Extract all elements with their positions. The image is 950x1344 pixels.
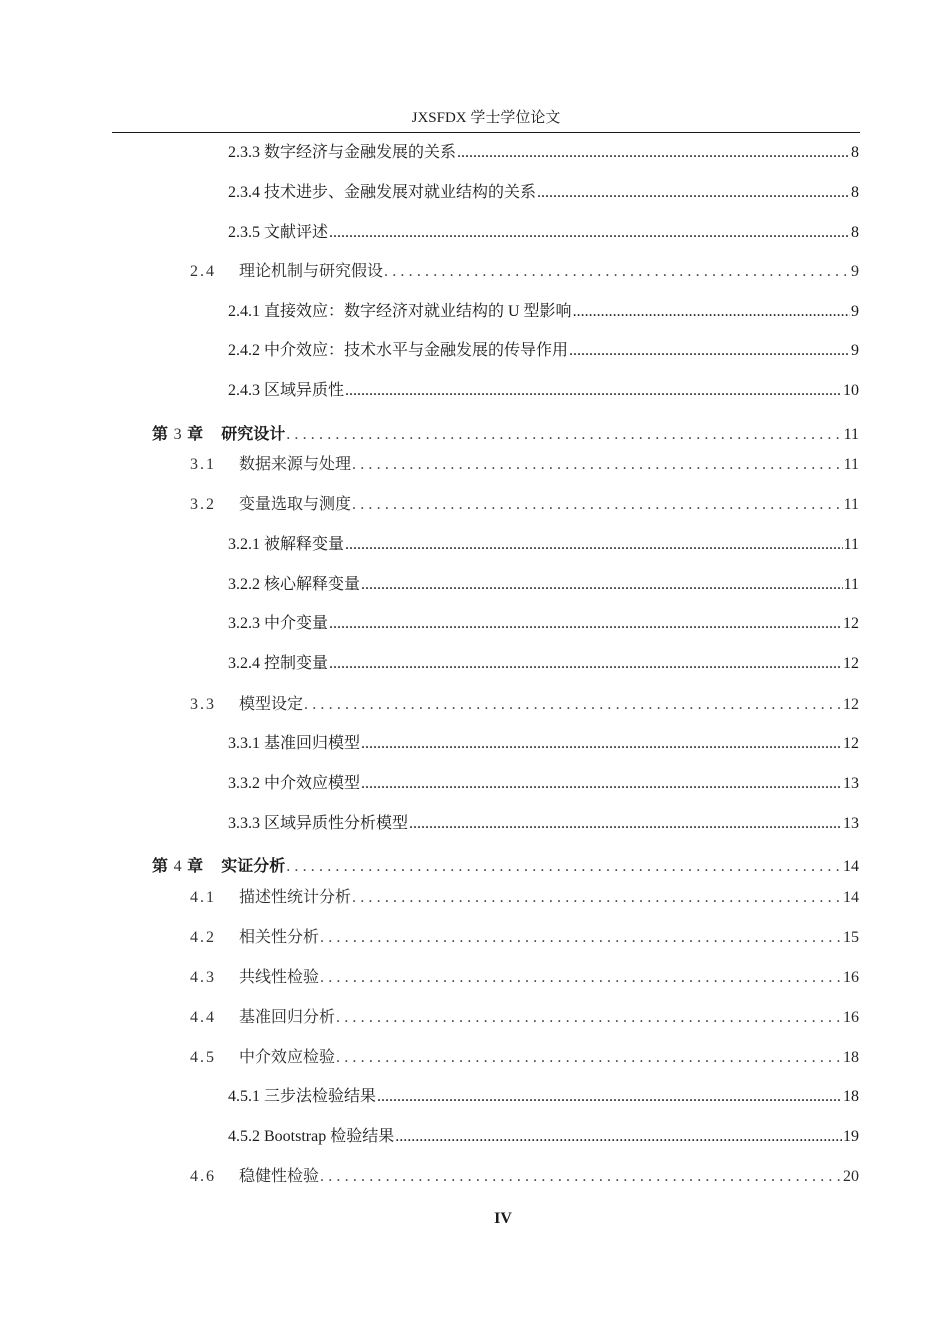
toc-entry-label: 3.2.2 核心解释变量 bbox=[228, 576, 361, 593]
toc-entry-page: 16 bbox=[843, 1009, 859, 1026]
toc-leader bbox=[537, 181, 850, 205]
toc-entry-number: 2.4 bbox=[190, 263, 216, 280]
toc-entry[interactable] bbox=[228, 1125, 859, 1149]
toc-entry-page: 9 bbox=[851, 342, 859, 359]
toc-leader bbox=[320, 926, 842, 950]
toc-entry-number: 4.4 bbox=[190, 1009, 216, 1026]
toc-entry-label: 2.3.5 文献评述 bbox=[228, 224, 329, 241]
toc-entry-label: 相关性分析 bbox=[239, 929, 320, 946]
toc-entry[interactable] bbox=[190, 1165, 859, 1189]
toc-entry-page: 11 bbox=[843, 456, 859, 473]
toc-entry[interactable] bbox=[190, 966, 859, 990]
toc-entry[interactable] bbox=[228, 141, 859, 165]
toc-chapter-entry[interactable] bbox=[152, 422, 859, 446]
toc-entry-label: 2.3.3 数字经济与金融发展的关系 bbox=[228, 144, 457, 161]
toc-leader bbox=[329, 221, 850, 245]
toc-leader bbox=[361, 772, 842, 796]
toc-entry-page: 10 bbox=[843, 382, 859, 399]
toc-entry-label: 2.4.3 区域异质性 bbox=[228, 382, 345, 399]
toc-chapter-title: 研究设计 bbox=[221, 424, 286, 443]
toc-entry[interactable] bbox=[228, 812, 859, 836]
toc-chapter-number: 第 3 章 bbox=[152, 424, 204, 443]
toc-entry[interactable] bbox=[228, 181, 859, 205]
toc-entry-page: 12 bbox=[843, 696, 859, 713]
toc-entry[interactable] bbox=[228, 1085, 859, 1109]
toc-entry-number: 3.1 bbox=[190, 456, 216, 473]
toc-entry[interactable] bbox=[228, 379, 859, 403]
toc-leader bbox=[352, 493, 843, 517]
toc-entry-label: 2.4.1 直接效应：数字经济对就业结构的 U 型影响 bbox=[228, 303, 572, 320]
toc-entry[interactable] bbox=[228, 772, 859, 796]
toc-entry-page: 16 bbox=[843, 969, 859, 986]
toc-chapter-entry[interactable] bbox=[152, 854, 859, 878]
toc-entry[interactable] bbox=[190, 1006, 859, 1030]
toc-leader bbox=[569, 339, 850, 363]
toc-entry[interactable] bbox=[190, 260, 859, 284]
toc-leader bbox=[320, 966, 842, 990]
toc-leader bbox=[457, 141, 850, 165]
toc-entry-label: 3.3.1 基准回归模型 bbox=[228, 735, 361, 752]
toc-entry-page: 12 bbox=[843, 735, 859, 752]
toc-entry-label: 变量选取与测度 bbox=[239, 496, 352, 513]
toc-entry-page: 8 bbox=[851, 144, 859, 161]
toc-entry[interactable] bbox=[190, 693, 859, 717]
toc-entry[interactable] bbox=[190, 1046, 859, 1070]
toc-entry-number: 3.2 bbox=[190, 496, 216, 513]
toc-entry[interactable] bbox=[228, 300, 859, 324]
toc-entry-label: 3.2.4 控制变量 bbox=[228, 655, 329, 672]
toc-entry-label: 3.3.2 中介效应模型 bbox=[228, 775, 361, 792]
toc-entry-page: 12 bbox=[843, 655, 859, 672]
toc-entry-label: 数据来源与处理 bbox=[239, 456, 352, 473]
toc-entry[interactable] bbox=[190, 886, 859, 910]
toc-leader bbox=[377, 1085, 842, 1109]
toc-entry-number: 3.3 bbox=[190, 696, 216, 713]
toc-entry-label: 3.2.3 中介变量 bbox=[228, 615, 329, 632]
toc-entry-label: 稳健性检验 bbox=[239, 1168, 320, 1185]
toc-leader bbox=[361, 573, 843, 597]
toc-entry-label: 模型设定 bbox=[239, 696, 304, 713]
toc-leader bbox=[286, 855, 842, 878]
toc-entry[interactable] bbox=[190, 926, 859, 950]
toc-entry-page: 19 bbox=[843, 1128, 859, 1145]
toc-entry-label: 共线性检验 bbox=[239, 969, 320, 986]
toc-entry-page: 11 bbox=[843, 536, 859, 553]
toc-entry-page: 12 bbox=[843, 615, 859, 632]
toc-entry-page: 11 bbox=[843, 496, 859, 513]
toc-entry-page: 18 bbox=[843, 1049, 859, 1066]
toc-entry[interactable] bbox=[228, 652, 859, 676]
toc-entry-page: 18 bbox=[843, 1088, 859, 1105]
toc-entry-label: 理论机制与研究假设 bbox=[239, 263, 384, 280]
toc-entry-label: 3.3.3 区域异质性分析模型 bbox=[228, 815, 409, 832]
toc-entry[interactable] bbox=[228, 732, 859, 756]
toc-entry[interactable] bbox=[228, 573, 859, 597]
toc-entry-label: 3.2.1 被解释变量 bbox=[228, 536, 345, 553]
toc-entry-page: 8 bbox=[851, 184, 859, 201]
toc-entry-label: 描述性统计分析 bbox=[239, 889, 352, 906]
toc-entry[interactable] bbox=[228, 339, 859, 363]
toc-entry-page: 14 bbox=[843, 889, 859, 906]
page-number: IV bbox=[494, 1210, 512, 1227]
toc-entry-label: 4.5.1 三步法检验结果 bbox=[228, 1088, 377, 1105]
toc-entry[interactable] bbox=[228, 612, 859, 636]
toc-leader bbox=[345, 379, 842, 403]
toc-leader bbox=[345, 533, 843, 557]
toc-entry-page: 20 bbox=[843, 1168, 859, 1185]
toc-entry-number: 4.2 bbox=[190, 929, 216, 946]
toc-leader bbox=[329, 652, 842, 676]
toc-leader bbox=[336, 1046, 842, 1070]
toc-entry-label: 2.4.2 中介效应：技术水平与金融发展的传导作用 bbox=[228, 342, 569, 359]
toc-leader bbox=[573, 300, 850, 324]
toc-entry-page: 13 bbox=[843, 775, 859, 792]
toc-entry[interactable] bbox=[228, 221, 859, 245]
toc-entry-number: 4.3 bbox=[190, 969, 216, 986]
toc-leader bbox=[336, 1006, 842, 1030]
header-rule bbox=[112, 132, 860, 133]
toc-entry-page: 9 bbox=[851, 263, 859, 280]
toc-leader bbox=[409, 812, 842, 836]
toc-leader bbox=[352, 886, 842, 910]
toc-entry-page: 15 bbox=[843, 929, 859, 946]
toc-leader bbox=[304, 693, 842, 717]
toc-entry-label: 2.3.4 技术进步、金融发展对就业结构的关系 bbox=[228, 184, 537, 201]
toc-entry-number: 4.6 bbox=[190, 1168, 216, 1185]
toc-chapter-title: 实证分析 bbox=[221, 856, 286, 875]
toc-leader bbox=[361, 732, 842, 756]
toc-entry-label: 基准回归分析 bbox=[239, 1009, 336, 1026]
toc-chapter-number: 第 4 章 bbox=[152, 856, 204, 875]
toc-leader bbox=[384, 260, 850, 284]
toc-entry-label: 4.5.2 Bootstrap 检验结果 bbox=[228, 1128, 395, 1145]
toc-entry[interactable] bbox=[190, 493, 859, 517]
toc-entry-label: 中介效应检验 bbox=[239, 1049, 336, 1066]
toc-entry-page: 8 bbox=[851, 224, 859, 241]
toc-entry-page: 14 bbox=[843, 858, 859, 875]
toc-leader bbox=[329, 612, 842, 636]
toc-entry[interactable] bbox=[228, 533, 859, 557]
page-header: JXSFDX 学士学位论文 bbox=[411, 110, 561, 126]
toc-entry[interactable] bbox=[190, 453, 859, 477]
toc-leader bbox=[395, 1125, 842, 1149]
toc-leader bbox=[352, 453, 843, 477]
toc-leader bbox=[286, 423, 842, 446]
toc-leader bbox=[320, 1165, 842, 1189]
toc-entry-page: 13 bbox=[843, 815, 859, 832]
toc-entry-number: 4.1 bbox=[190, 889, 216, 906]
toc-entry-page: 9 bbox=[851, 303, 859, 320]
toc-entry-page: 11 bbox=[843, 426, 859, 443]
toc-entry-page: 11 bbox=[843, 576, 859, 593]
toc-entry-number: 4.5 bbox=[190, 1049, 216, 1066]
